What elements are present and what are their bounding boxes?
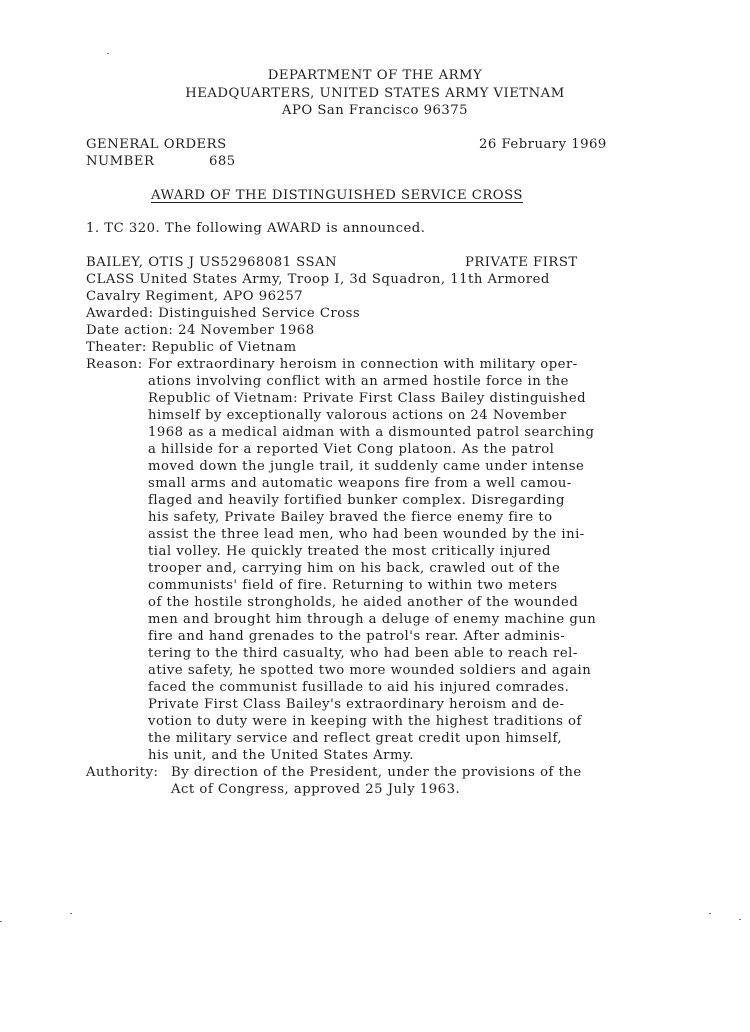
reason-line: himself by exceptionally valorous actions on 24 November xyxy=(148,408,567,423)
scan-speck xyxy=(739,919,741,920)
scan-speck xyxy=(107,53,109,54)
number-value: 685 xyxy=(209,154,236,169)
header-apo: APO San Francisco 96375 xyxy=(281,103,469,118)
reason-line: tial volley. He quickly treated the most critically injured xyxy=(148,544,551,559)
reason-line: fire and hand grenades to the patrol's rear. After adminis- xyxy=(148,629,566,644)
scan-speck xyxy=(0,921,2,922)
authority-line: Act of Congress, approved 25 July 1963. xyxy=(171,782,461,797)
reason-line: faced the communist fusillade to aid his injured comrades. xyxy=(148,680,570,695)
reason-line: ative safety, he spotted two more wounded soldiers and again xyxy=(148,663,592,678)
reason-label: Reason: xyxy=(86,357,143,372)
reason-line: moved down the jungle trail, it suddenly came under intense xyxy=(148,459,585,474)
reason-line: small arms and automatic weapons fire from a well camou- xyxy=(148,476,572,491)
header-department: DEPARTMENT OF THE ARMY xyxy=(267,68,483,83)
order-date: 26 February 1969 xyxy=(479,137,607,152)
reason-line: votion to duty were in keeping with the highest traditions of xyxy=(148,714,582,729)
reason-line: Private First Class Bailey's extraordinary heroism and de- xyxy=(148,697,565,712)
reason-line: communists' field of fire. Returning to within two meters xyxy=(148,578,558,593)
reason-line: men and brought him through a deluge of enemy machine gun xyxy=(148,612,597,627)
reason-line: For extraordinary heroism in connection with military oper- xyxy=(148,357,578,372)
reason-line: his unit, and the United States Army. xyxy=(148,748,414,763)
number-label: NUMBER xyxy=(86,154,155,169)
reason-line: 1968 as a medical aidman with a dismounted patrol searching xyxy=(148,425,595,440)
recipient-rank: PRIVATE FIRST xyxy=(465,255,578,270)
scan-speck xyxy=(709,913,711,914)
reason-line: a hillside for a reported Viet Cong platoon. As the patrol xyxy=(148,442,555,457)
reason-line: the military service and reflect great credit upon himself, xyxy=(148,731,563,746)
reason-line: tering to the third casualty, who had been able to reach rel- xyxy=(148,646,578,661)
reason-line: Republic of Vietnam: Private First Class Bailey distinguished xyxy=(148,391,587,406)
reason-line: trooper and, carrying him on his back, crawled out of the xyxy=(148,561,561,576)
award-title: AWARD OF THE DISTINGUISHED SERVICE CROSS xyxy=(151,188,523,203)
authority-line: By direction of the President, under the provisions of the xyxy=(171,765,582,780)
recipient-line-2: CLASS United States Army, Troop I, 3d Squadron, 11th Armored xyxy=(86,272,550,287)
paragraph-1: 1. TC 320. The following AWARD is announced. xyxy=(86,221,426,236)
date-action-line: Date action: 24 November 1968 xyxy=(86,323,315,338)
scan-speck xyxy=(70,913,72,914)
recipient-line-3: Cavalry Regiment, APO 96257 xyxy=(86,289,304,304)
theater-line: Theater: Republic of Vietnam xyxy=(86,340,297,355)
reason-line: ations involving conflict with an armed hostile force in the xyxy=(148,374,569,389)
reason-line: flaged and heavily fortified bunker complex. Disregarding xyxy=(148,493,565,508)
reason-line: his safety, Private Bailey braved the fierce enemy fire to xyxy=(148,510,553,525)
awarded-line: Awarded: Distinguished Service Cross xyxy=(86,306,361,321)
reason-line: of the hostile strongholds, he aided another of the wounded xyxy=(148,595,579,610)
header-headquarters: HEADQUARTERS, UNITED STATES ARMY VIETNAM xyxy=(185,86,565,101)
recipient-line-1: BAILEY, OTIS J US52968081 SSAN xyxy=(86,255,338,270)
general-orders-label: GENERAL ORDERS xyxy=(86,137,227,152)
reason-line: assist the three lead men, who had been wounded by the ini- xyxy=(148,527,585,542)
authority-label: Authority: xyxy=(86,765,159,780)
